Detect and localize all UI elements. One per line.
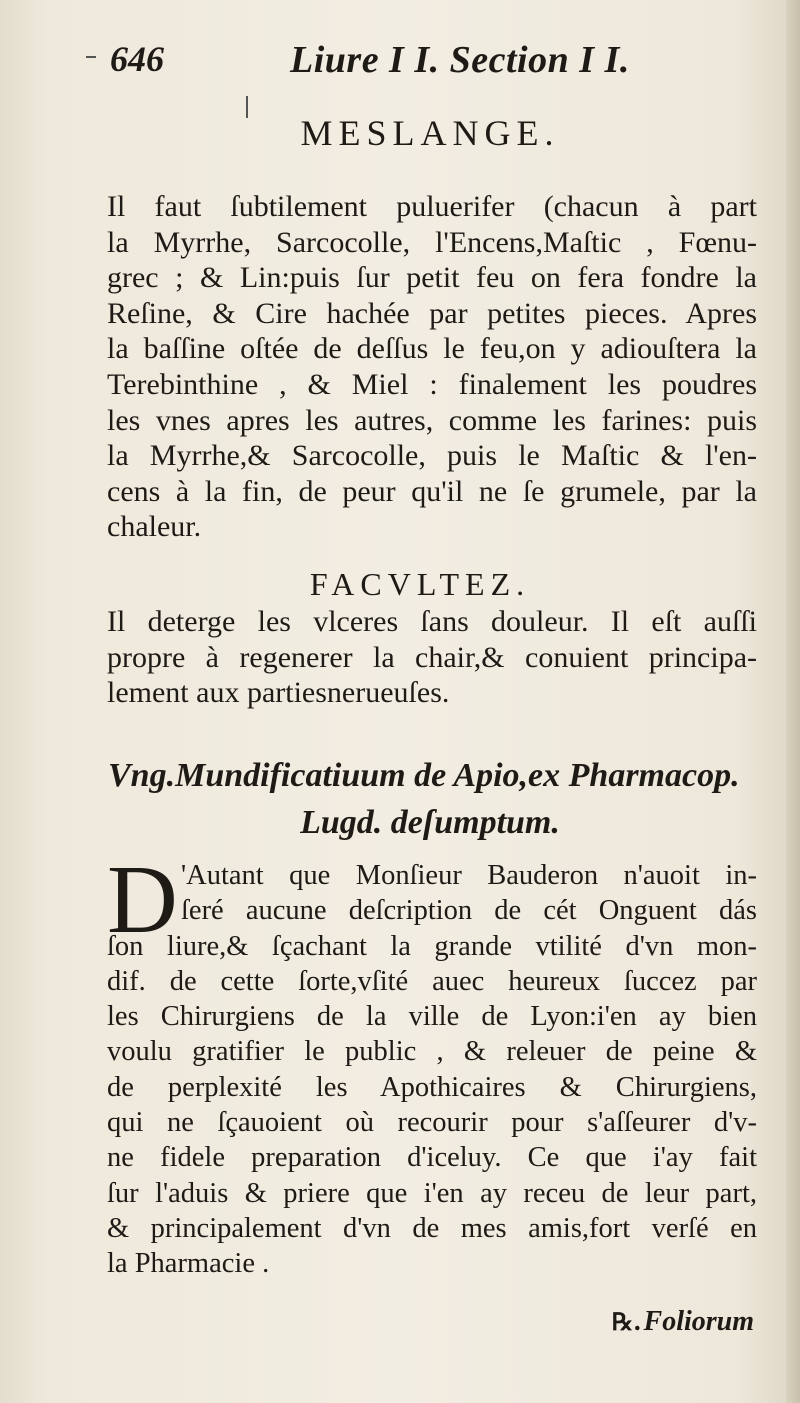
text-line: Reſine, & Cire hachée par petites pieces. Apres bbox=[107, 296, 757, 330]
text-line: ne fidele preparation d'iceluy. Ce que i'ay fait bbox=[107, 1142, 757, 1174]
text-line: les Chirurgiens de la ville de Lyon:i'en ay bien bbox=[107, 1001, 757, 1033]
text-line: de perplexité les Apothicaires & Chirurgiens, bbox=[107, 1071, 757, 1103]
text-line: voulu gratifier le public , & releuer de peine & bbox=[107, 1036, 757, 1068]
text-line: & principalement d'vn de mes amis,fort verſé en bbox=[107, 1212, 757, 1244]
text-line: chaleur. bbox=[107, 510, 202, 544]
catchword bbox=[612, 1306, 754, 1338]
text-line: ſon liure,& ſçachant la grande vtilité d'vn mon- bbox=[107, 930, 757, 962]
paragraph-faculties bbox=[107, 604, 757, 711]
facultez-heading: FACVLTEZ. bbox=[309, 566, 531, 602]
text-line: Il deterge les vlceres ſans douleur. Il eſt auſſi bbox=[107, 605, 757, 638]
page-number: 646 bbox=[110, 39, 164, 79]
catchword-text: Foliorum bbox=[643, 1306, 754, 1337]
recipe-title bbox=[0, 752, 800, 846]
running-title: Liure I I. Section I I. bbox=[290, 39, 630, 81]
text-line: les vnes apres les autres, comme les farines: puis bbox=[107, 403, 757, 437]
running-head bbox=[0, 38, 800, 88]
text-line: la Myrrhe,& Sarcocolle, puis le Maſtic & l'en- bbox=[107, 439, 757, 473]
text-line: ſeré aucune deſcription de cét Onguent dás bbox=[181, 895, 757, 927]
text-line: ſur l'aduis & priere que i'en ay receu de leur part, bbox=[107, 1177, 757, 1209]
text-line: propre à regenerer la chair,& conuient principa- bbox=[107, 640, 757, 674]
text-line: cens à la fin, de peur qu'il ne ſe grumele, par la bbox=[107, 474, 757, 508]
recipe-symbol-icon: ℞. bbox=[611, 1307, 642, 1336]
text-line: grec ; & Lin:puis ſur petit feu on fera fondre la bbox=[107, 261, 757, 295]
text-line: dif. de cette ſorte,vſité auec heureux ſuccez par bbox=[107, 965, 757, 997]
drop-cap: D bbox=[107, 846, 178, 954]
paragraph-preface bbox=[107, 846, 757, 1282]
text-line: Il faut ſubtilement puluerifer (chacun à part bbox=[107, 190, 757, 223]
recipe-title-line: Vng.Mundificatiuum de Apio,ex Pharmacop. bbox=[108, 757, 740, 794]
text-line: Terebinthine , & Miel : finalement les poudres bbox=[107, 367, 757, 401]
recipe-title-line: Lugd. deſumptum. bbox=[300, 804, 560, 841]
text-line: la Myrrhe, Sarcocolle, l'Encens,Maſtic , Fœnu- bbox=[107, 225, 757, 259]
page-edge bbox=[786, 0, 800, 1403]
text-line: la Pharmacie . bbox=[107, 1248, 270, 1280]
section-heading: MESLANGE. bbox=[300, 113, 560, 153]
text-line: 'Autant que Monſieur Bauderon n'auoit in- bbox=[181, 860, 757, 891]
text-line: qui ne ſçauoient où recourir pour s'aſſeurer d'v- bbox=[107, 1107, 757, 1139]
paragraph-mixing-instructions bbox=[107, 189, 757, 545]
text-line: lement aux partiesnerueuſes. bbox=[107, 676, 450, 710]
text-line: la baſſine oſtée de deſſus le feu,on y adiouſtera la bbox=[107, 332, 757, 366]
